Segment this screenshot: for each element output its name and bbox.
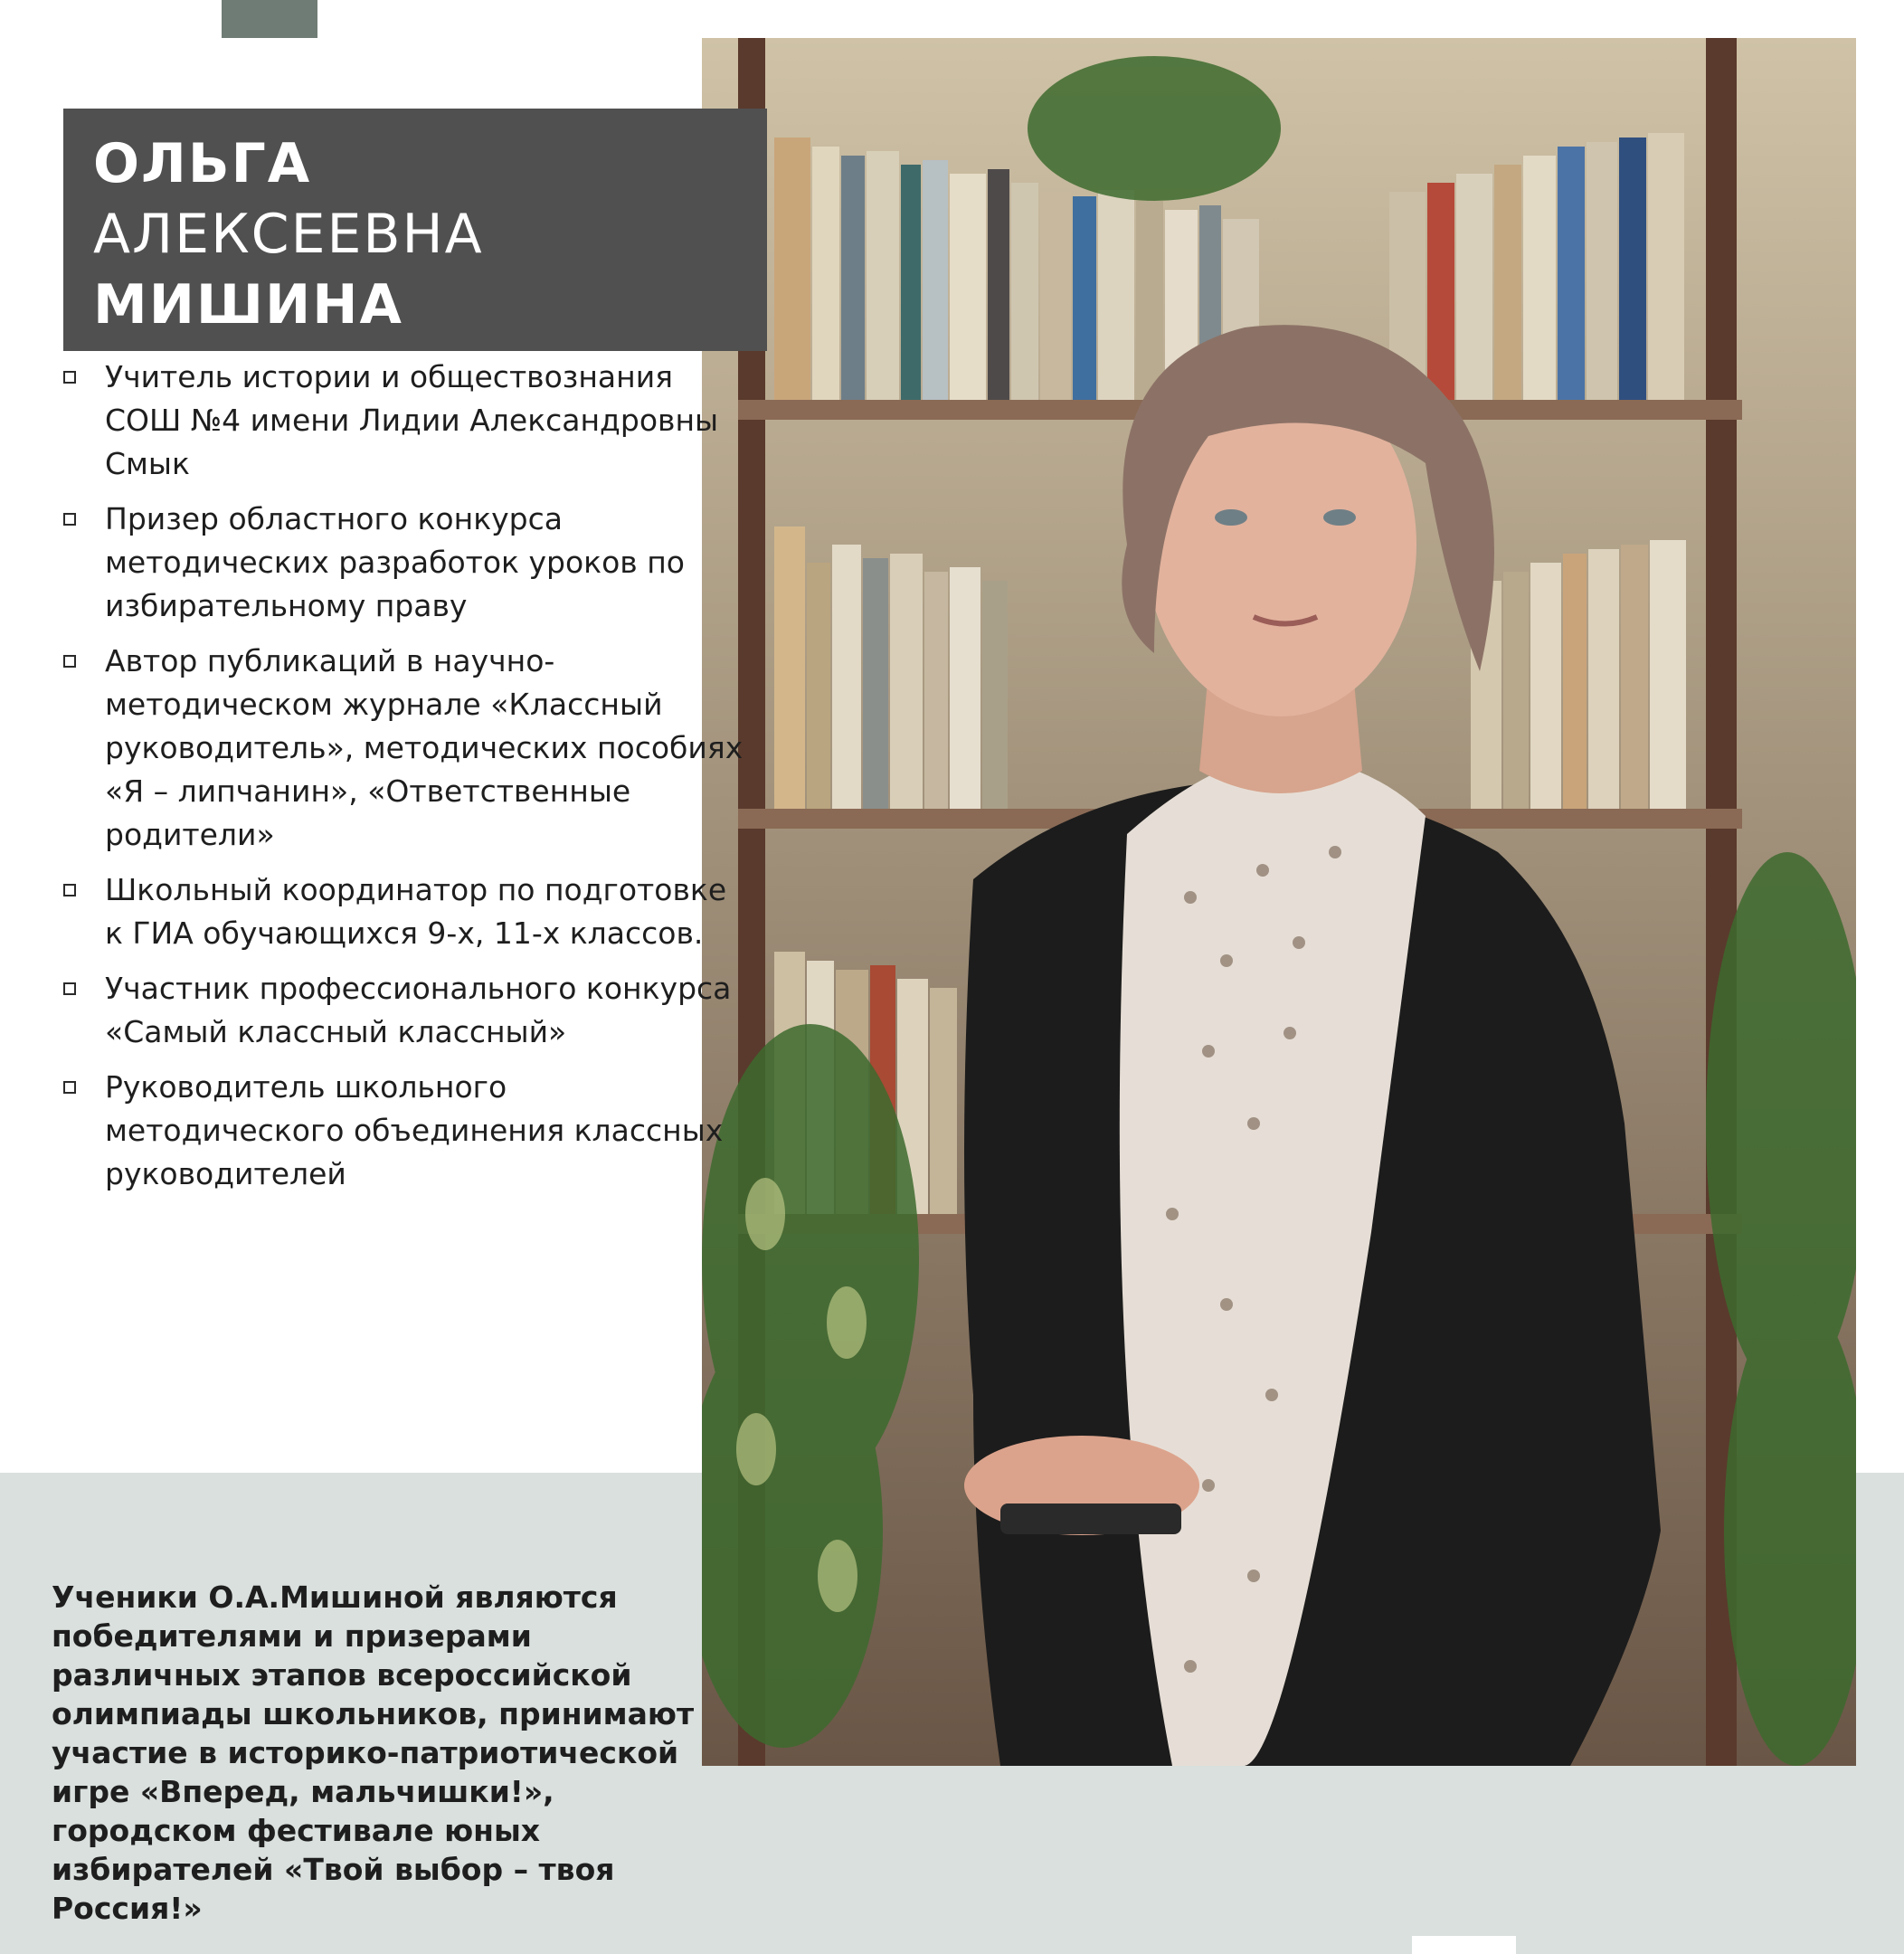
students-achievements-paragraph: Ученики О.А.Мишиной являются победителями и призерами различных этапов всероссийской олимпиады школьников, принимают участие в историко-патриотической игре «Вперед, мальчишки!», городском фестивале юных избирателей «Твой выбор – твоя Россия!» — [52, 1579, 695, 1926]
square-bullet-icon — [63, 982, 76, 995]
square-bullet-icon — [63, 371, 76, 384]
list-item — [60, 356, 747, 486]
achievements-list — [60, 356, 747, 1208]
list-item — [60, 640, 747, 857]
portrait-photo — [702, 38, 1856, 1766]
name-header-box — [63, 109, 767, 351]
top-accent-block — [222, 0, 317, 38]
first-name: ОЛЬГА — [93, 132, 312, 195]
list-item — [60, 1066, 747, 1196]
list-item — [60, 967, 747, 1054]
list-item-text: Автор публикаций в научно-методическом журнале «Классный руководитель», методических пособиях «Я – липчанин», «Ответственные родители» — [105, 643, 744, 852]
square-bullet-icon — [63, 513, 76, 526]
list-item-text: Учитель истории и обществознания СОШ №4 имени Лидии Александровны Смык — [105, 359, 719, 481]
square-bullet-icon — [63, 1081, 76, 1094]
list-item — [60, 498, 747, 628]
list-item — [60, 868, 747, 955]
list-item-text: Участник профессионального конкурса «Самый классный классный» — [105, 971, 732, 1049]
list-item-text: Руководитель школьного методического объединения классных руководителей — [105, 1069, 724, 1191]
patronymic: АЛЕКСЕЕВНА — [93, 203, 484, 266]
bottom-tab-block — [1412, 1936, 1516, 1954]
square-bullet-icon — [63, 884, 76, 896]
square-bullet-icon — [63, 655, 76, 668]
list-item-text: Школьный координатор по подготовке к ГИА обучающихся 9-х, 11-х классов. — [105, 872, 727, 951]
list-item-text: Призер областного конкурса методических разработок уроков по избирательному праву — [105, 501, 685, 623]
last-name: МИШИНА — [93, 273, 403, 337]
